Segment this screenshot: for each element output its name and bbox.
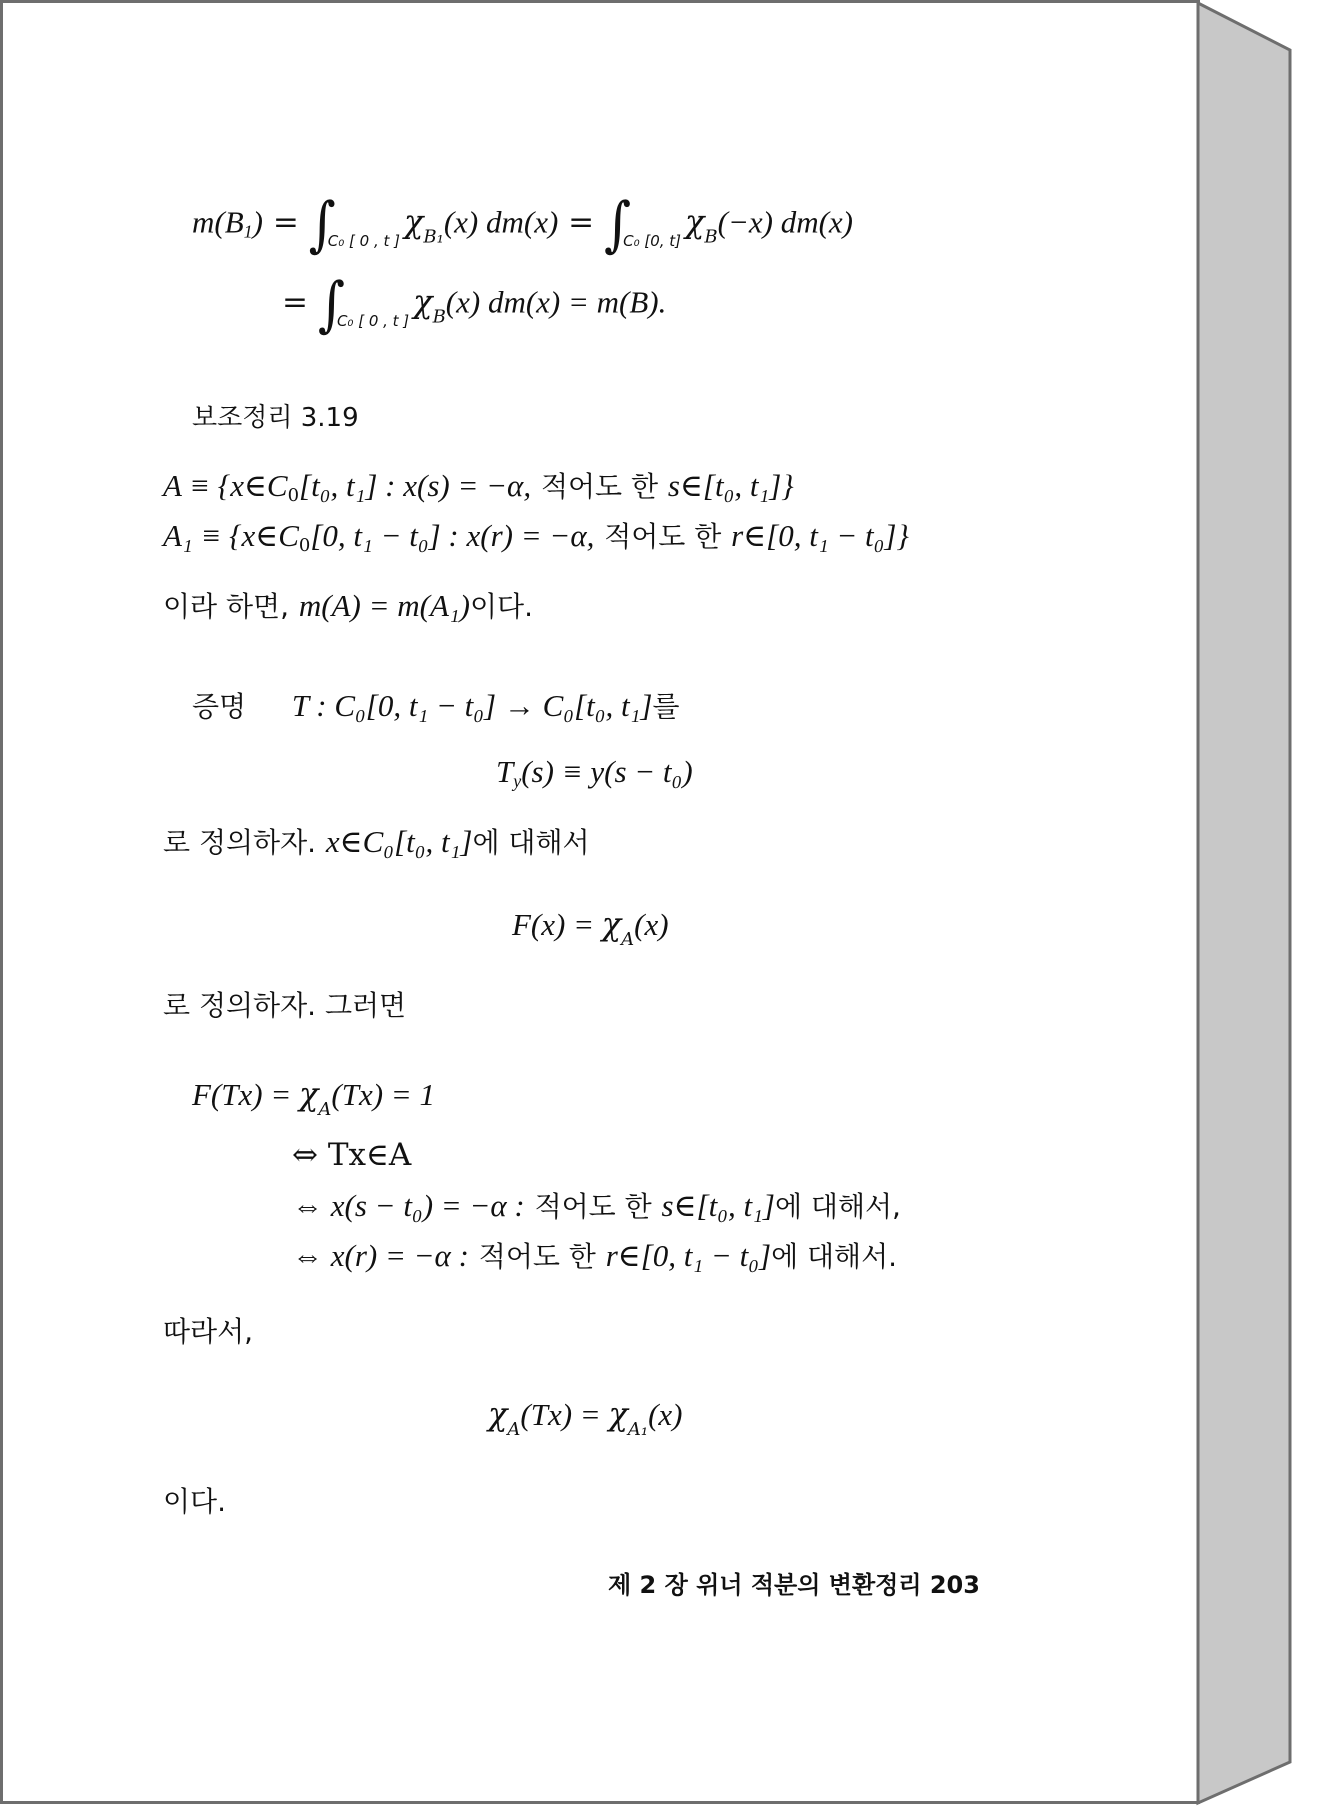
def-T-sub: y: [513, 771, 522, 792]
def-T: T: [496, 754, 514, 789]
chi-symbol: χ: [488, 1395, 508, 1433]
chain-line-2: ⇔ Tx∈A: [292, 1137, 412, 1173]
chain-l3-math2: s∈[t₀, t₁]: [661, 1188, 775, 1223]
chain-l1-b: (Tx) = 1: [331, 1077, 435, 1112]
eq2-end: (x) dm(x) = m(B).: [445, 284, 667, 320]
definition-A: $A \equiv \{x\in C_0[t_0$, t₁] : x(s) = −α, 적어도 한 s∈[t₀, t₁]}: [163, 468, 794, 507]
integral-limit: C₀ [0, t]: [623, 232, 682, 251]
lemma-conclusion: [163, 588, 533, 625]
eq1-arg: (−x) dm(x): [717, 204, 854, 240]
proof-kr: 를: [652, 690, 680, 723]
def-A-tail: s∈[t₀, t₁]}: [667, 468, 794, 503]
end-line: 이다.: [163, 1485, 226, 1518]
define1-kr2: 에 대해서: [472, 826, 590, 859]
t-definition: [496, 754, 693, 792]
final-equation: [488, 1396, 682, 1441]
conclusion-kr1: 이라 하면,: [163, 590, 289, 623]
def-T-rest: (s) ≡ y(s − t₀): [521, 754, 693, 789]
proof-label: 증명: [192, 690, 247, 723]
chi-symbol: χ: [685, 202, 705, 241]
integral-sign: ∫: [308, 190, 336, 260]
chain-l4-kr: 적어도 한: [478, 1240, 596, 1273]
chain-line-3: [292, 1188, 901, 1225]
definition-A1: $A_1 \equiv \{x\in C_0[0$, t₁ − t₀] : x(r) = −α, 적어도 한 r∈[0, t₁ − t₀]}: [163, 518, 909, 557]
define1-kr1: 로 정의하자.: [163, 826, 317, 859]
define-line-1: [163, 824, 590, 861]
def-A1-tail: r∈[0, t₁ − t₀]}: [731, 518, 909, 553]
integral-limit: C₀ [ 0 , t ]: [336, 312, 410, 331]
eq1-lhs-close: ): [252, 204, 263, 240]
define-line-2: 로 정의하자. 그러면: [163, 989, 407, 1022]
integral-sign: ∫: [317, 270, 345, 340]
chi-sub: A: [621, 928, 635, 950]
def-A-prefix: A ≡ {x∈C: [163, 468, 288, 503]
proof-math: T : C₀[0, t₁ − t₀] → C₀[t₀, t₁]: [291, 688, 653, 723]
eq1-lhs-sub: 1: [243, 221, 253, 242]
chi-symbol: χ: [608, 1395, 628, 1433]
chain-l4-math: ⇔ x(r) = −α :: [292, 1238, 469, 1273]
chi-sub: A: [507, 1418, 521, 1440]
chain-line-1: [192, 1076, 435, 1121]
proof-line: [192, 688, 680, 725]
def-A1-mid: [0, t₁ − t₀] : x(r) = −α,: [310, 518, 595, 553]
eq1-lhs: m(B: [192, 204, 244, 240]
chain-l4-math2: r∈[0, t₁ − t₀]: [605, 1238, 772, 1273]
chi-sub: A: [318, 1098, 332, 1120]
chi-symbol: χ: [601, 905, 622, 943]
chain-line-4: [292, 1238, 897, 1275]
integral-limit: C₀ [ 0 , t ]: [327, 232, 400, 251]
conclusion-kr2: 이다.: [470, 590, 533, 623]
def-A1-kr: 적어도 한: [604, 520, 722, 553]
chi-sub: B: [432, 306, 446, 328]
def-A-kr: 적어도 한: [540, 470, 659, 503]
def-A-mid: [t₀, t₁] : x(s) = −α,: [299, 468, 532, 503]
conclusion-math: m(A) = m(A₁): [298, 588, 470, 623]
chain-l4-kr2: 에 대해서.: [771, 1240, 898, 1273]
therefore-line: 따라서,: [163, 1315, 254, 1348]
chi-symbol: χ: [404, 202, 424, 241]
chain-l1-a: F(Tx) =: [192, 1077, 300, 1112]
chi-sub: A₁: [627, 1418, 649, 1440]
f-eq-rest: (x): [634, 907, 669, 942]
equation-line-2: = $\int_{C_0 [ 0 , t ]}\chi_B(x) dm(x) = m(B)$.: [282, 270, 667, 340]
equation-line-1: $m(B_1) = \int_{C_0 [ 0 , t ]}\chi_{B_1}(x) dm(x) = \int_{C_0 [0, t]}\chi_B(-x)$ dm(x): [192, 190, 854, 260]
eq1-arg: (x) dm(x): [443, 204, 559, 240]
def-A1-prefix: A₁ ≡ {x∈C: [163, 518, 299, 553]
chi-symbol: χ: [299, 1075, 319, 1113]
final-eq-mid: (Tx) =: [520, 1397, 609, 1432]
chi-symbol: χ: [413, 282, 433, 321]
chain-l3-math: ⇔ x(s − t₀) = −α :: [292, 1188, 525, 1223]
f-equation: [512, 906, 669, 951]
page-footer: 제 2 장 위너 적분의 변환정리 203: [608, 1571, 980, 1599]
chain-l3-kr2: 에 대해서,: [774, 1190, 901, 1223]
chi-sub: B₁: [423, 226, 444, 248]
lemma-title: 보조정리 3.19: [192, 403, 359, 433]
define1-math: x∈C₀[t₀, t₁]: [325, 824, 473, 859]
integral-sign: ∫: [604, 190, 632, 260]
final-eq-end: (x): [648, 1397, 683, 1432]
chi-sub: B: [704, 226, 718, 248]
f-eq-lhs: F(x) =: [512, 907, 602, 942]
chain-l3-kr: 적어도 한: [534, 1190, 652, 1223]
